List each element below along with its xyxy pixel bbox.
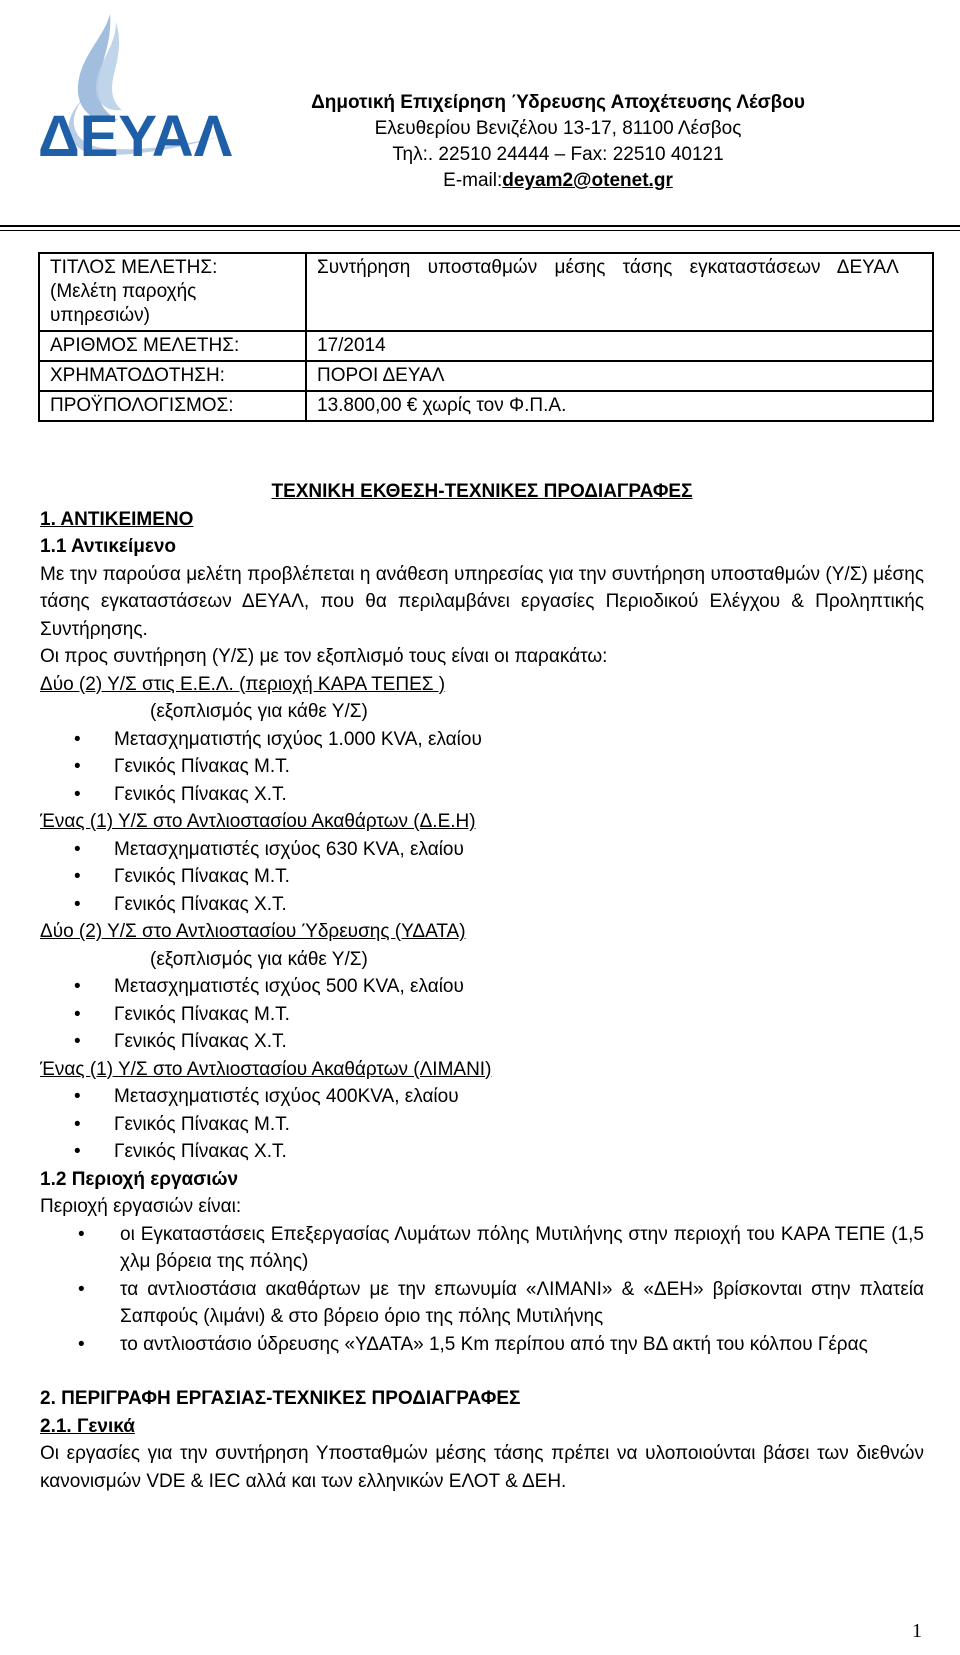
section-1-2-intro: Περιοχή εργασιών είναι: [40,1196,242,1217]
section-1-1-paragraph: Με την παρούσα μελέτη προβλέπεται η ανάθεση υπηρεσίας για την συντήρηση υποσταθμών (Υ/Σ) μέσης τάσης εγκαταστάσεων ΔΕΥΑΛ, που θα περιλαμβάνει εργασίες Περιοδικού Ελέγχου & Προληπτικής Συντήρησης. [40,563,924,640]
email-label: E-mail: [443,170,503,191]
table-row [39,361,933,391]
number-label-cell: ΑΡΙΘΜΟΣ ΜΕΛΕΤΗΣ: [39,331,306,361]
list-item: • Γενικός Πίνακας Χ.Τ. [40,891,924,919]
title-label-cell: ΤΙΤΛΟΣ ΜΕΛΕΤΗΣ: (Μελέτη παροχής υπηρεσιών) [39,253,306,331]
budget-value-cell: 13.800,00 € χωρίς τον Φ.Π.Α. [306,391,933,421]
list-item: • Γενικός Πίνακας Χ.Τ. [40,1028,924,1056]
spacer [40,1358,924,1385]
svg-text:ΔΕΥΑΛ: ΔΕΥΑΛ [38,104,232,169]
email-link[interactable]: deyam2@otenet.gr [502,170,673,191]
list-item: • Γενικός Πίνακας Μ.Τ. [40,1001,924,1029]
section-2-1-heading: 2.1. Γενικά [40,1415,135,1437]
number-value-cell: 17/2014 [306,331,933,361]
study-info-table [38,252,934,422]
list-item: • Γενικός Πίνακας Μ.Τ. [40,863,924,891]
list-item: • Μετασχηματιστές ισχύος 500 KVA, ελαίου [40,973,924,1001]
table-row [39,331,933,361]
list-item: • Γενικός Πίνακας Μ.Τ. [40,1111,924,1139]
header-divider [0,225,960,227]
group-1-note: (εξοπλισμός για κάθε Υ/Σ) [150,701,368,722]
main-title: ΤΕΧΝΙΚΗ ΕΚΘΕΣΗ-ΤΕΧΝΙΚΕΣ ΠΡΟΔΙΑΓΡΑΦΕΣ [271,481,693,502]
table-row [39,253,933,331]
group-3-title: Δύο (2) Υ/Σ στο Αντλιοστασίου Ύδρευσης (ΥΔΑΤΑ) [40,921,466,942]
group-3-note: (εξοπλισμός για κάθε Υ/Σ) [150,948,368,970]
title-value-cell: Συντήρηση υποσταθμών μέσης τάσης εγκαταστάσεων ΔΕΥΑΛ [306,253,933,331]
section-1-1-heading: 1.1 Αντικείμενο [40,536,177,557]
group-1-title: Δύο (2) Υ/Σ στις Ε.Ε.Λ. (περιοχή ΚΑΡΑ ΤΕΠΕΣ ) [40,673,446,695]
list-item: • Μετασχηματιστής ισχύος 1.000 KVA, ελαίου [40,726,924,754]
list-item: • Γενικός Πίνακας Μ.Τ. [40,753,924,781]
table-row [39,391,933,421]
section-2-heading: 2. ΠΕΡΙΓΡΑΦΗ ΕΡΓΑΣΙΑΣ-ΤΕΧΝΙΚΕΣ ΠΡΟΔΙΑΓΡΑΦΕΣ [40,1388,521,1409]
list-item: • Μετασχηματιστές ισχύος 400KVA, ελαίου [40,1083,924,1111]
section-1-2-heading: 1.2 Περιοχή εργασιών [40,1168,239,1190]
list-item: • τα αντλιοστάσια ακαθάρτων με την επωνυμία «ΛΙΜΑΝΙ» & «ΔΕΗ» βρίσκονται στην πλατεία Σαπφούς (λιμάνι) & στο βόρειο όριο της πόλης Μυτιλήνης [40,1276,924,1331]
list-item: • το αντλιοστάσιο ύδρευσης «ΥΔΑΤΑ» 1,5 Km περίπου από την ΒΔ ακτή του κόλπου Γέρας [40,1331,924,1359]
group-2-title: Ένας (1) Υ/Σ στο Αντλιοστασίου Ακαθάρτων (Δ.Ε.Η) [40,811,476,832]
list-item: • Μετασχηματιστές ισχύος 630 KVA, ελαίου [40,836,924,864]
list-item: • Γενικός Πίνακας Χ.Τ. [40,781,924,809]
section-1-1-intro: Οι προς συντήρηση (Υ/Σ) με τον εξοπλισμό τους είναι οι παρακάτω: [40,646,608,667]
list-item: • οι Εγκαταστάσεις Επεξεργασίας Λυμάτων πόλης Μυτιλήνης στην περιοχή του ΚΑΡΑ ΤΕΠΕ (1,5 χλμ βόρεια της πόλης) [40,1221,924,1276]
funding-label-cell: ΧΡΗΜΑΤΟΔΟΤΗΣΗ: [39,361,306,391]
funding-value-cell: ΠΟΡΟΙ ΔΕΥΑΛ [306,361,933,391]
group-4-title: Ένας (1) Υ/Σ στο Αντλιοστασίου Ακαθάρτων (ΛΙΜΑΝΙ) [40,1058,492,1080]
org-phone-fax: Τηλ:. 22510 24444 – Fax: 22510 40121 [392,144,724,165]
document-body [40,478,924,1495]
org-address: Ελευθερίου Βενιζέλου 13-17, 81100 Λέσβος [374,118,742,139]
header-divider-thin [0,230,960,231]
org-email-line [258,168,858,194]
org-name: Δημοτική Επιχείρηση Ύδρευσης Αποχέτευσης Λέσβου [311,92,805,113]
budget-label-cell: ΠΡΟΫΠΟΛΟΓΙΣΜΟΣ: [39,391,306,421]
page-number: 1 [912,1620,922,1642]
section-1-heading: 1. ΑΝΤΙΚΕΙΜΕΝΟ [40,508,194,530]
section-2-1-paragraph: Οι εργασίες για την συντήρηση Υποσταθμών μέσης τάσης πρέπει να υλοποιούνται βάσει των διεθνών κανονισμών VDE & IEC αλλά και των ελληνικών ΕΛΟΤ & ΔΕΗ. [40,1443,924,1492]
list-item: • Γενικός Πίνακας Χ.Τ. [40,1138,924,1166]
deyal-logo [32,8,232,173]
